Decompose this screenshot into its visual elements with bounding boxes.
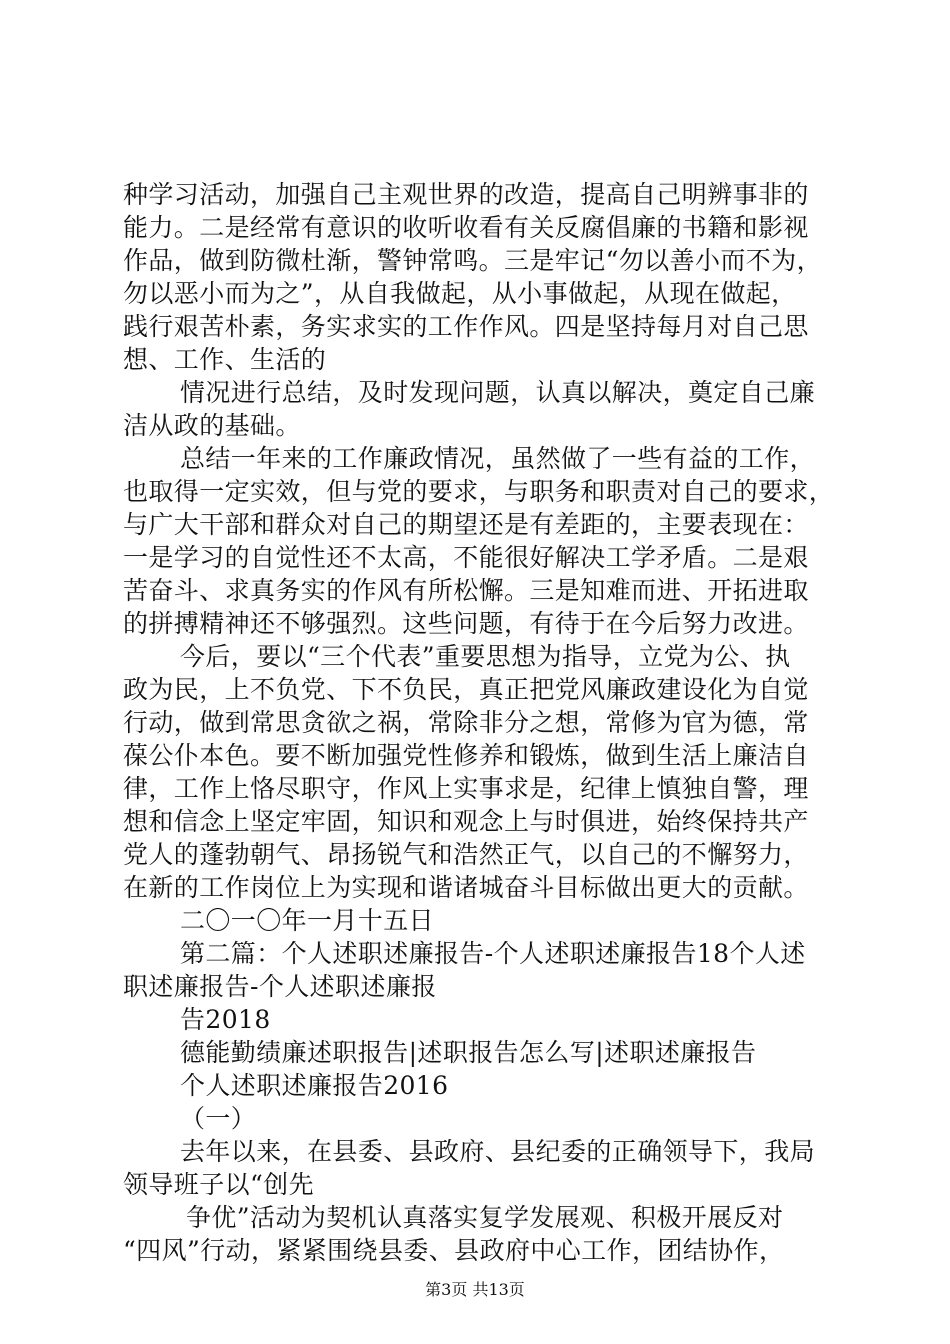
text-line: 告2018	[180, 1005, 271, 1034]
text-line: 葆公仆本色。要不断加强党性修养和锻炼，做到生活上廉洁自	[123, 741, 809, 770]
text-line: 政为民，上不负党、下不负民，真正把党风廉政建设化为自觉	[123, 675, 809, 704]
text-line: 作品，做到防微杜渐，警钟常鸣。三是牢记“勿以善小而不为，	[123, 246, 822, 275]
text-line: 去年以来，在县委、县政府、县纪委的正确领导下，我局	[180, 1137, 816, 1166]
section-heading: 第二篇：个人述职述廉报告-个人述职述廉报告18个人述	[180, 939, 806, 968]
text-line: 领导班子以“创先	[123, 1170, 314, 1199]
text-line: 苦奋斗、求真务实的作风有所松懈。三是知难而进、开拓进取	[123, 576, 809, 605]
text-line: 行动，做到常思贪欲之祸，常除非分之想，常修为官为德，常	[123, 708, 809, 737]
text-line: 一是学习的自觉性还不太高，不能很好解决工学矛盾。二是艰	[123, 543, 809, 572]
text-line: “四风”行动，紧紧围绕县委、县政府中心工作，团结协作，	[123, 1236, 785, 1265]
text-line: 争优”活动为契机认真落实复学发展观、积极开展反对	[186, 1203, 784, 1232]
date-line: 二〇一〇年一月十五日	[180, 906, 435, 935]
page-number-footer: 第3页 共13页	[425, 1280, 525, 1299]
text-line: 勿以恶小而为之”，从自我做起，从小事做起，从现在做起，	[123, 279, 797, 308]
text-line: 践行艰苦朴素，务实求实的工作作风。四是坚持每月对自己思	[123, 312, 809, 341]
text-line: 律，工作上恪尽职守，作风上实事求是，纪律上慎独自警，理	[123, 774, 809, 803]
text-line: 总结一年来的工作廉政情况，虽然做了一些有益的工作，	[180, 444, 816, 473]
text-line: 能力。二是经常有意识的收听收看有关反腐倡廉的书籍和影视	[123, 213, 809, 242]
section-heading: 职述廉报告-个人述职述廉报	[123, 972, 437, 1001]
text-line: 个人述职述廉报告2016	[180, 1071, 449, 1100]
text-line: （一）	[180, 1104, 257, 1133]
text-line: 党人的蓬勃朝气、昂扬锐气和浩然正气，以自己的不懈努力，	[123, 840, 809, 869]
text-line: 今后，要以“三个代表”重要思想为指导，立党为公、执	[180, 642, 791, 671]
text-line: 种学习活动，加强自己主观世界的改造，提高自己明辨事非的	[123, 180, 809, 209]
text-line: 想和信念上坚定牢固，知识和观念上与时俱进，始终保持共产	[123, 807, 809, 836]
text-line: 与广大干部和群众对自己的期望还是有差距的，主要表现在：	[123, 510, 809, 539]
text-line: 德能勤绩廉述职报告|述职报告怎么写|述职述廉报告	[180, 1038, 757, 1067]
text-line: 想、工作、生活的	[123, 345, 327, 374]
text-line: 洁从政的基础。	[123, 411, 301, 440]
text-line: 也取得一定实效，但与党的要求，与职务和职责对自己的要求，	[123, 477, 835, 506]
text-line: 在新的工作岗位上为实现和谐诸城奋斗目标做出更大的贡献。	[123, 873, 809, 902]
text-line: 情况进行总结，及时发现问题，认真以解决，奠定自己廉	[180, 378, 816, 407]
text-line: 的拼搏精神还不够强烈。这些问题，有待于在今后努力改进。	[123, 609, 809, 638]
